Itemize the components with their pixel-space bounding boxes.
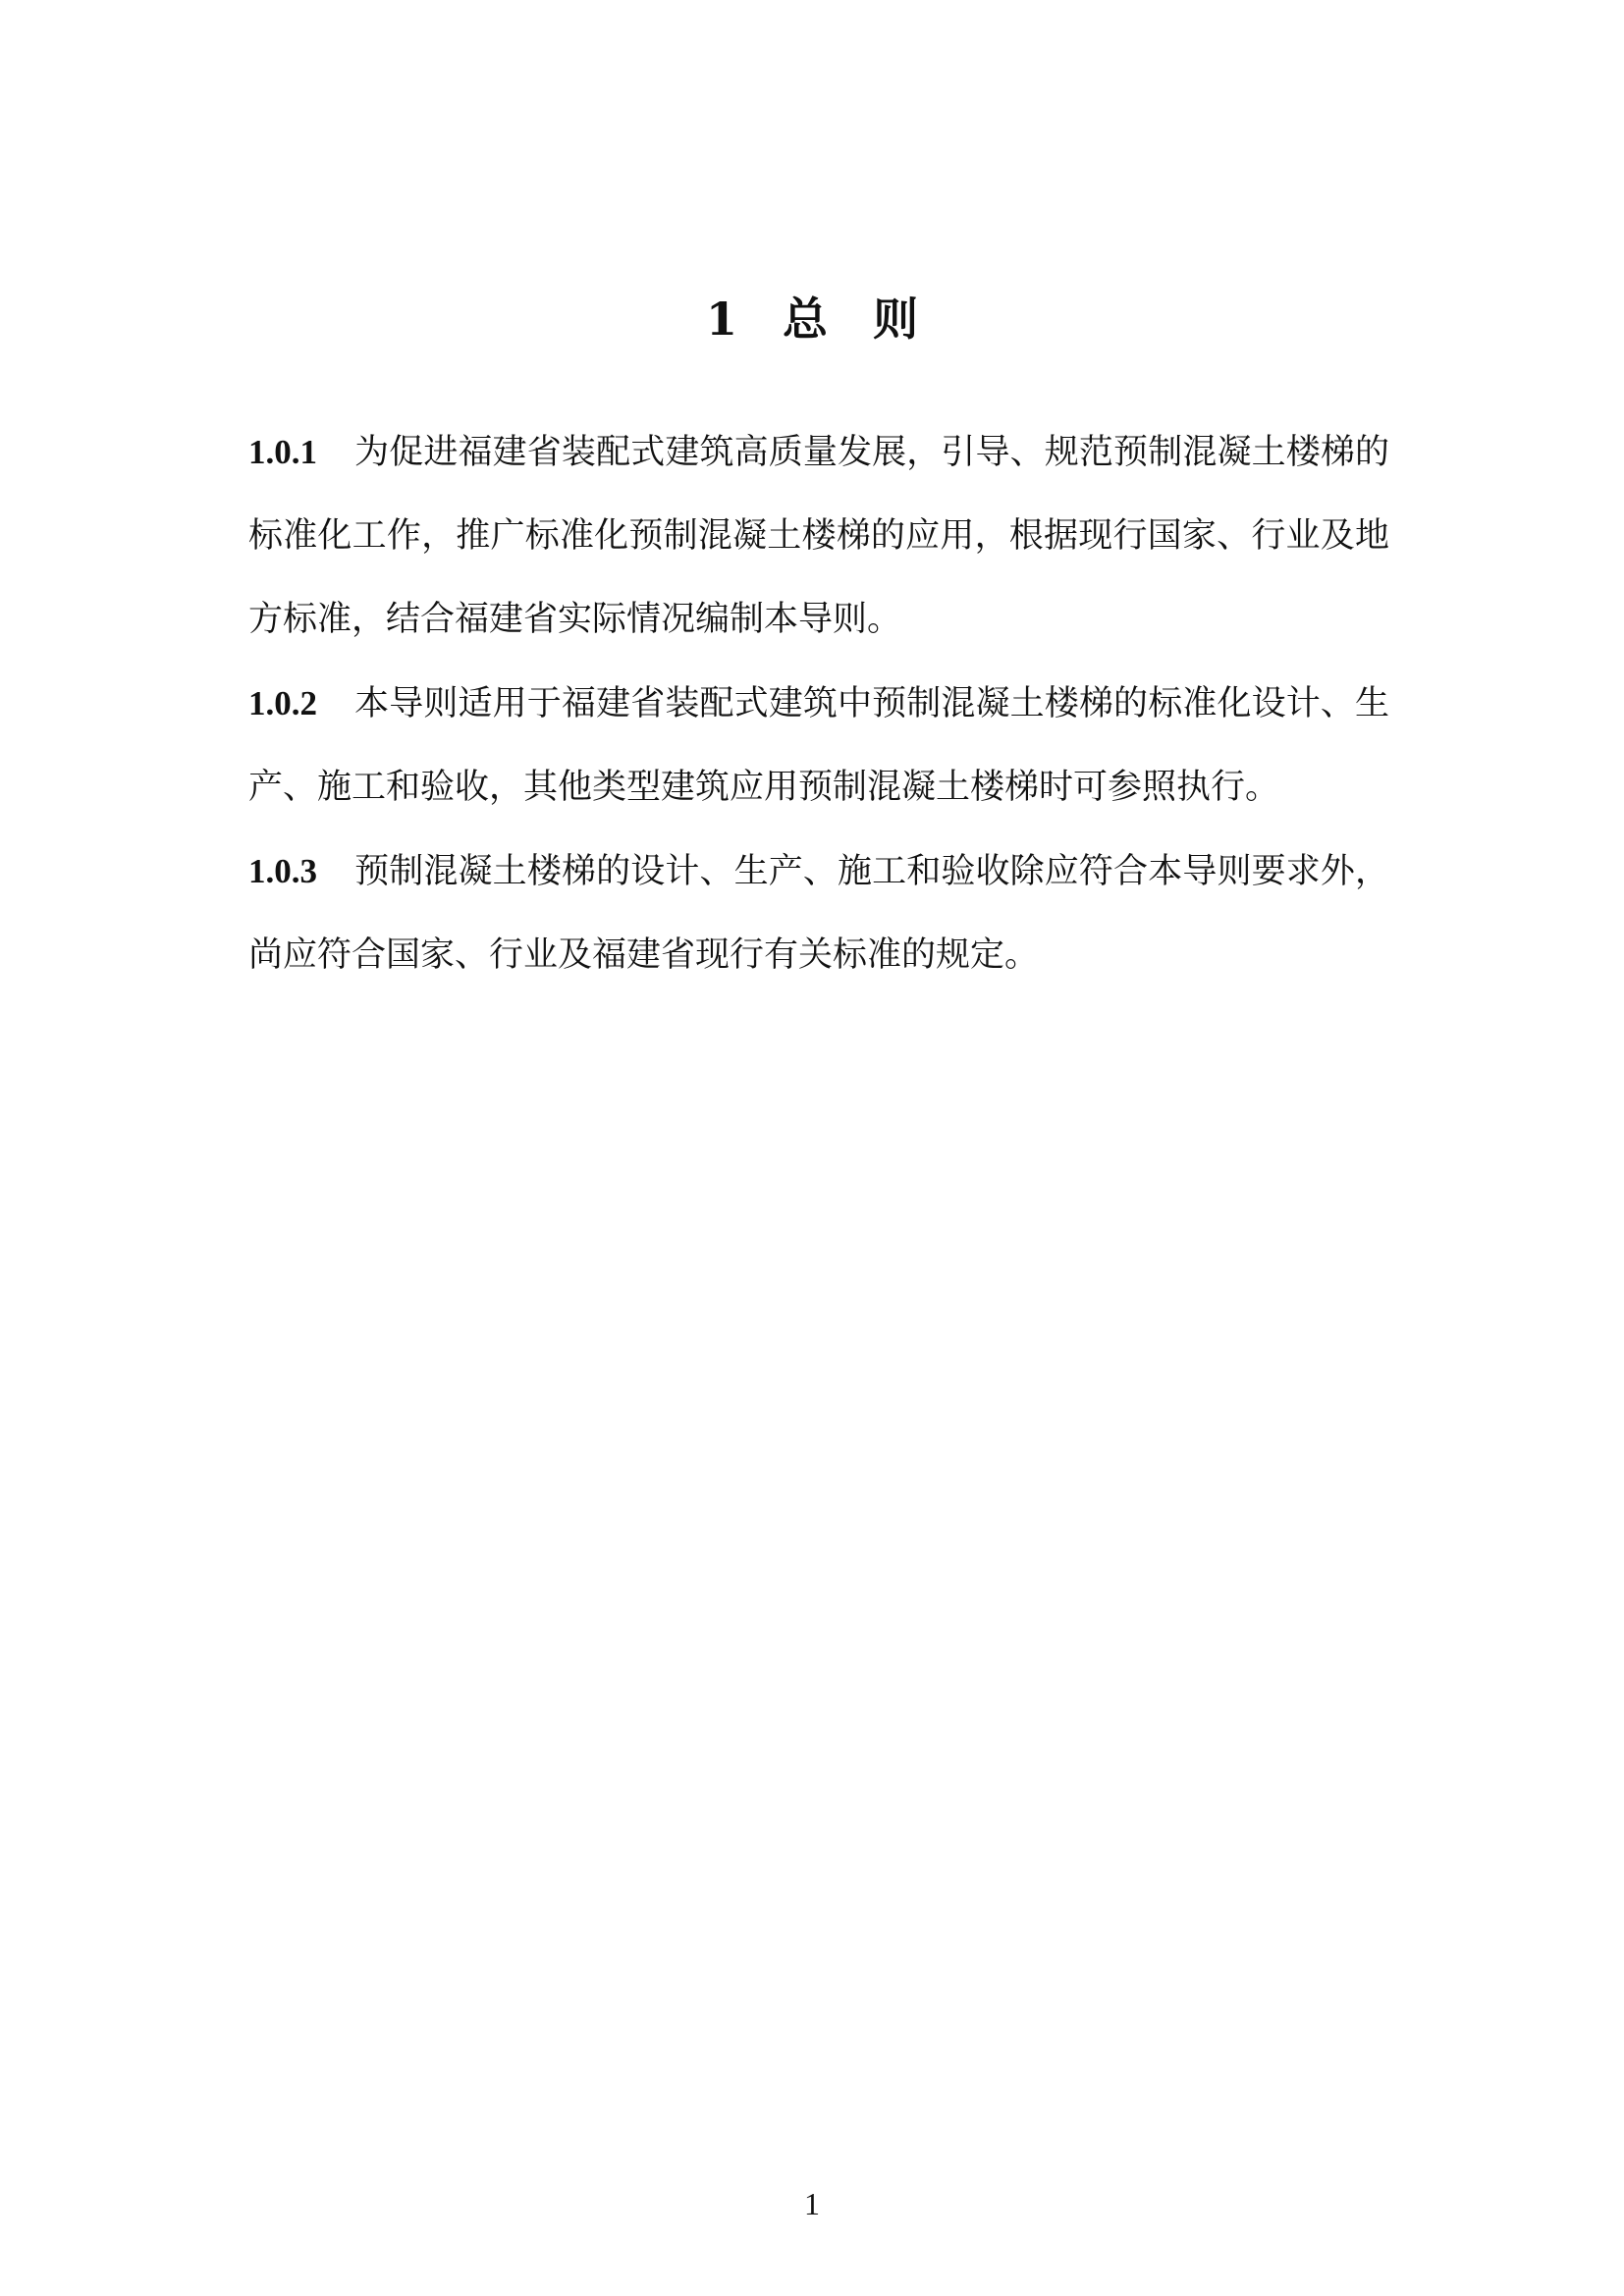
clause-number: 1.0.2 [248,684,317,722]
page-number: 1 [804,2186,820,2221]
clause-number: 1.0.1 [248,433,317,471]
clause-list [248,410,1389,997]
chapter-title: 1 总 则 [705,293,918,346]
clause-text: 预制混凝土楼梯的设计、生产、施工和验收除应符合本导则要求外，尚应符合国家、行业及福建省现行有关标准的规定。 [248,852,1389,975]
clause-1-0-3 [248,829,1389,997]
clause-text: 本导则适用于福建省装配式建筑中预制混凝土楼梯的标准化设计、生产、施工和验收，其他类型建筑应用预制混凝土楼梯时可参照执行。 [248,684,1389,807]
clause-1-0-2 [248,662,1389,829]
clause-1-0-1 [248,410,1389,662]
clause-text: 为促进福建省装配式建筑高质量发展，引导、规范预制混凝土楼梯的标准化工作，推广标准化预制混凝土楼梯的应用，根据现行国家、行业及地方标准，结合福建省实际情况编制本导则。 [248,433,1389,639]
clause-number: 1.0.3 [248,852,317,890]
